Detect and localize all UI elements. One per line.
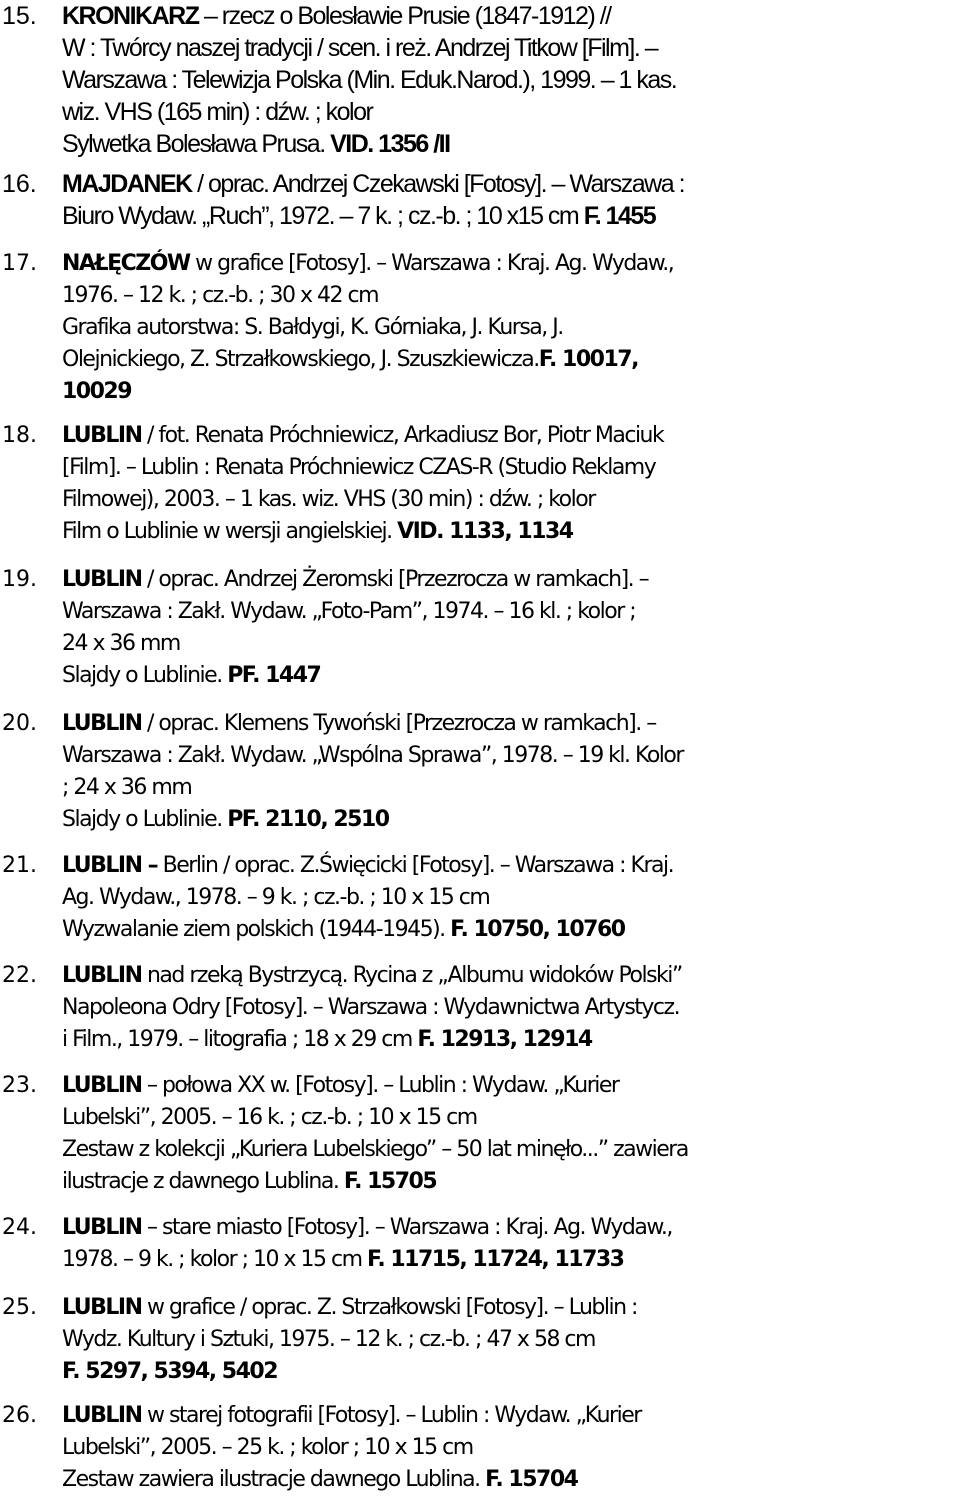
entry-bold-text: 10029 [62, 379, 132, 404]
entry-line [62, 312, 960, 344]
entry-text: Wyzwalanie ziem polskich (1944-1945). [62, 917, 451, 942]
entry-bold-text: NAŁĘCZÓW [62, 251, 190, 276]
entry-text: / fot. Renata Próchniewicz, Arkadiusz Bor, Piotr Maciuk [141, 423, 664, 448]
entry-line [62, 168, 960, 200]
entry-bold-text: 1356 /II [372, 130, 450, 158]
entry-number: 25. [2, 1295, 37, 1320]
entry-line [62, 484, 960, 516]
entry-line [62, 248, 960, 280]
entry-number: 19. [2, 567, 37, 592]
entry-line [62, 376, 960, 408]
entry-text: Wydz. Kultury i Sztuki, 1975. – 12 k. ; cz.-b. ; 47 x 58 cm [62, 1327, 595, 1352]
entry-bold-text: LUBLIN [62, 1403, 142, 1428]
entry-line [62, 850, 960, 882]
entry-number: 21. [2, 853, 37, 878]
entry-line [62, 1070, 960, 1102]
entry-line [62, 628, 960, 660]
entry-line [62, 960, 960, 992]
entry-bold-text: LUBLIN [62, 711, 142, 736]
entry-bold-text: LUBLIN [62, 1215, 142, 1240]
entry-line [62, 516, 960, 548]
entry-text: nad rzeką Bystrzycą. Rycina z „Albumu widoków Polski” [141, 963, 682, 988]
entry-line [62, 1432, 960, 1464]
entry-text: 24 x 36 mm [62, 631, 180, 656]
entry-line [62, 1024, 960, 1056]
entry-line [62, 344, 960, 376]
entry-line [62, 740, 960, 772]
entry-line [62, 596, 960, 628]
entry-line [62, 200, 960, 232]
entry-line [62, 1400, 960, 1432]
entry-text: w starej fotografii [Fotosy]. – Lublin : Wydaw. „Kurier [141, 1403, 641, 1428]
entry-line [62, 128, 960, 160]
entry-line [62, 64, 960, 96]
entry-bold-text: VID. 1133, 1134 [397, 519, 573, 544]
entry-text: Napoleona Odry [Fotosy]. – Warszawa : Wydawnictwa Artystycz. [62, 995, 680, 1020]
entry-text: ; 24 x 36 mm [62, 775, 192, 800]
entry-bold-text: LUBLIN [62, 423, 142, 448]
entry-bold-text: F. 15704 [485, 1467, 578, 1492]
entry-text: i Film., 1979. – litografia ; 18 x 29 cm [62, 1027, 418, 1052]
entry-line [62, 280, 960, 312]
entry-text: Grafika autorstwa: S. Bałdygi, K. Górniaka, J. Kursa, J. [62, 315, 563, 340]
entry-line [62, 914, 960, 946]
entry-text: w grafice / oprac. Z. Strzałkowski [Fotosy]. – Lublin : [141, 1295, 637, 1320]
entry-line [62, 420, 960, 452]
entry-bold-text: F. 10750, 10760 [450, 917, 625, 942]
entry-text: Warszawa : Zakł. Wydaw. „Foto-Pam”, 1974. – 16 kl. ; kolor ; [62, 599, 636, 624]
entry-text: – połowa XX w. [Fotosy]. – Lublin : Wydaw. „Kurier [141, 1073, 619, 1098]
entry-text: Film o Lublinie w wersji angielskiej. [62, 519, 398, 544]
entry-line [62, 882, 960, 914]
entry-line [62, 1102, 960, 1134]
entry-text: 1978. – 9 k. ; kolor ; 10 x 15 cm [62, 1247, 368, 1272]
entry-line [62, 804, 960, 836]
entry-line [62, 0, 960, 32]
entry-text: Lubelski”, 2005. – 16 k. ; cz.-b. ; 10 x 15 cm [62, 1105, 477, 1130]
entry-text: Filmowej), 2003. – 1 kas. wiz. VHS (30 min) : dźw. ; kolor [62, 487, 595, 512]
entry-text: Berlin / oprac. Z.Święcicki [Fotosy]. – Warszawa : Kraj. [157, 853, 674, 878]
entry-bold-text: F. 15705 [343, 1169, 437, 1194]
entry-text: Lubelski”, 2005. – 25 k. ; kolor ; 10 x 15 cm [62, 1435, 473, 1460]
entry-line [62, 1244, 960, 1276]
entry-line [62, 660, 960, 692]
entry-text: Zestaw z kolekcji „Kuriera Lubelskiego” – 50 lat minęło...” zawiera [62, 1137, 688, 1162]
entry-number: 22. [2, 963, 37, 988]
entry-line [62, 1134, 960, 1166]
entry-bold-text: LUBLIN [62, 963, 142, 988]
entry-text: Zestaw zawiera ilustracje dawnego Lublina. [62, 1467, 486, 1492]
entry-text: Warszawa : Telewizja Polska (Min. Eduk.Narod.), 1999. – 1 kas. [62, 66, 677, 94]
entry-line [62, 96, 960, 128]
entry-line [62, 1324, 960, 1356]
entry-bold-text: LUBLIN [62, 1073, 142, 1098]
entry-text: Biuro Wydaw. „Ruch”, 1972. – 7 k. ; cz.-b. ; 10 x15 cm [62, 202, 584, 230]
entry-bold-text: F. 10017, [538, 347, 638, 372]
entry-bold-text: F. 12913, 12914 [417, 1027, 592, 1052]
entry-number: 15. [2, 2, 37, 30]
entry-text: / oprac. Andrzej Żeromski [Przezrocza w ramkach]. – [141, 567, 649, 592]
entry-text: W : Twórcy naszej tradycji / scen. i reż. Andrzej Titkow [Film]. – [62, 34, 658, 62]
entry-bold-text: LUBLIN [62, 567, 142, 592]
entry-text: / oprac. Andrzej Czekawski [Fotosy]. – Warszawa : [191, 170, 685, 198]
entry-bold-text: LUBLIN – [62, 853, 158, 878]
entry-line [62, 1166, 960, 1198]
entry-bold-text: KRONIKARZ [62, 2, 199, 30]
entry-text: Slajdy o Lublinie. [62, 663, 228, 688]
entry-line [62, 1292, 960, 1324]
entry-number: 20. [2, 711, 37, 736]
entry-text: Ag. Wydaw., 1978. – 9 k. ; cz.-b. ; 10 x 15 cm [62, 885, 490, 910]
entry-text: / oprac. Klemens Tywoński [Przezrocza w ramkach]. – [141, 711, 656, 736]
entry-text: Warszawa : Zakł. Wydaw. „Wspólna Sprawa”, 1978. – 19 kl. Kolor [62, 743, 683, 768]
entry-text: Slajdy o Lublinie. [62, 807, 228, 832]
entry-text: – rzecz o Bolesławie Prusie (1847-1912) // [198, 2, 611, 30]
entry-bold-text: F. 5297, 5394, 5402 [62, 1359, 278, 1384]
entry-number: 17. [2, 251, 37, 276]
entry-number: 26. [2, 1403, 37, 1428]
entry-text: w grafice [Fotosy]. – Warszawa : Kraj. Ag. Wydaw., [189, 251, 674, 276]
entry-text: Olejnickiego, Z. Strzałkowskiego, J. Szuszkiewicza. [62, 347, 539, 372]
entry-line [62, 1356, 960, 1388]
entry-bold-text: F. 1455 [583, 202, 656, 230]
entry-text: Sylwetka Bolesława Prusa. [62, 130, 331, 158]
entry-text: wiz. VHS (165 min) : dźw. ; kolor [62, 98, 373, 126]
entry-number: 18. [2, 423, 37, 448]
entry-line [62, 564, 960, 596]
entry-bold-text: VID. [330, 130, 373, 158]
entry-line [62, 992, 960, 1024]
entry-bold-text: LUBLIN [62, 1295, 142, 1320]
entry-text: [Film]. – Lublin : Renata Próchniewicz CZAS-R (Studio Reklamy [62, 455, 656, 480]
entry-number: 16. [2, 170, 37, 198]
entry-text: – stare miasto [Fotosy]. – Warszawa : Kraj. Ag. Wydaw., [141, 1215, 672, 1240]
entry-line [62, 1464, 960, 1496]
entry-bold-text: PF. 2110, 2510 [227, 807, 389, 832]
entry-number: 24. [2, 1215, 37, 1240]
entry-bold-text: PF. 1447 [227, 663, 321, 688]
entry-number: 23. [2, 1073, 37, 1098]
entry-text: 1976. – 12 k. ; cz.-b. ; 30 x 42 cm [62, 283, 379, 308]
entry-text: ilustracje z dawnego Lublina. [62, 1169, 344, 1194]
entry-line [62, 708, 960, 740]
entry-bold-text: F. 11715, 11724, 11733 [367, 1247, 624, 1272]
entry-line [62, 32, 960, 64]
entry-line [62, 452, 960, 484]
entry-line [62, 1212, 960, 1244]
entry-line [62, 772, 960, 804]
entry-bold-text: MAJDANEK [62, 170, 192, 198]
